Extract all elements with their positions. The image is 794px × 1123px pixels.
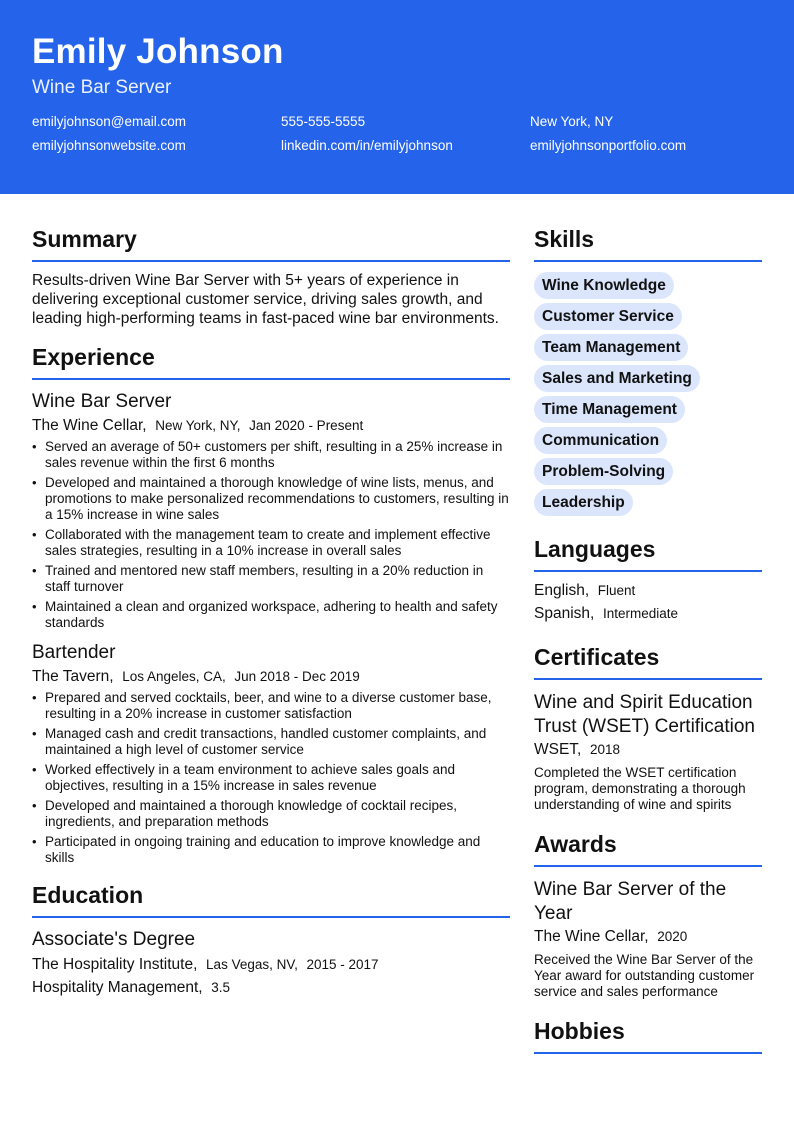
contact-portfolio[interactable]: emilyjohnsonportfolio.com xyxy=(530,138,687,153)
certificate-year: 2018 xyxy=(590,742,621,757)
job-location: New York, NY, xyxy=(155,418,241,433)
job-entry xyxy=(32,390,510,631)
job-bullet: • Collaborated with the management team to create and implement effective sales strategies, resulting in a 10% increase in overall sales xyxy=(45,527,510,559)
education-heading: Education xyxy=(32,880,510,918)
job-dates: Jan 2020 - Present xyxy=(249,418,364,433)
experience-heading: Experience xyxy=(32,342,510,380)
job-bullets xyxy=(32,690,510,866)
job-bullet: • Served an average of 50+ customers per shift, resulting in a 25% increase in sales revenue within the first 6 months xyxy=(45,439,510,471)
skill-tag: Time Management xyxy=(534,396,685,423)
education-dates: 2015 - 2017 xyxy=(306,957,379,972)
awards-heading: Awards xyxy=(534,829,762,867)
summary-heading: Summary xyxy=(32,224,510,262)
certificate-meta xyxy=(534,740,762,760)
education-school: The Hospitality Institute, xyxy=(32,956,198,973)
certificate-description: Completed the WSET certification program, demonstrating a thorough understanding of wine and spirits xyxy=(534,765,746,812)
job-bullet: • Worked effectively in a team environment to achieve sales goals and objectives, resulting in a 15% increase in sales revenue xyxy=(45,762,510,794)
contact-info xyxy=(32,114,762,154)
education-school-line xyxy=(32,955,510,975)
certificate-issuer: WSET, xyxy=(534,741,582,758)
hobbies-heading: Hobbies xyxy=(534,1016,762,1054)
certificate-title: Wine and Spirit Education Trust (WSET) Certification xyxy=(534,692,755,737)
skill-tag: Team Management xyxy=(534,334,688,361)
contact-website[interactable]: emilyjohnsonwebsite.com xyxy=(32,138,186,153)
education-field-line xyxy=(32,978,510,998)
job-dates: Jun 2018 - Dec 2019 xyxy=(234,669,360,684)
skill-tag: Problem-Solving xyxy=(534,458,673,485)
award-year: 2020 xyxy=(657,929,688,944)
skill-tag: Leadership xyxy=(534,489,633,516)
job-bullet: • Developed and maintained a thorough knowledge of cocktail recipes, ingredients, and preparation methods xyxy=(45,798,510,830)
job-bullet: • Trained and mentored new staff members, resulting in a 20% reduction in staff turnover xyxy=(45,563,510,595)
candidate-name: Emily Johnson xyxy=(32,32,284,71)
job-company: The Wine Cellar, xyxy=(32,417,147,434)
education-location: Las Vegas, NV, xyxy=(206,957,298,972)
education-degree: Associate's Degree xyxy=(32,929,196,950)
language-item xyxy=(534,604,762,624)
job-title: Wine Bar Server xyxy=(32,391,172,412)
job-entry xyxy=(32,641,510,866)
job-bullet: • Developed and maintained a thorough knowledge of wine lists, menus, and promotions to make personalized recommendations to customers, resulting in a 15% increase in wine sales xyxy=(45,475,510,523)
skill-tag: Sales and Marketing xyxy=(534,365,700,392)
certificates-heading: Certificates xyxy=(534,642,762,680)
languages-heading: Languages xyxy=(534,534,762,572)
language-item xyxy=(534,581,762,601)
contact-location: New York, NY xyxy=(530,114,614,129)
resume-header xyxy=(0,0,794,194)
skill-tag: Wine Knowledge xyxy=(534,272,674,299)
languages-list xyxy=(534,581,762,624)
skills-list xyxy=(534,272,762,520)
contact-linkedin[interactable]: linkedin.com/in/emilyjohnson xyxy=(281,138,453,153)
job-meta xyxy=(32,416,510,436)
language-name: English, xyxy=(534,582,590,599)
award-issuer: The Wine Cellar, xyxy=(534,928,649,945)
award-meta xyxy=(534,927,762,947)
left-column xyxy=(32,224,510,1063)
education-field: Hospitality Management, xyxy=(32,979,203,996)
education-gpa: 3.5 xyxy=(211,980,230,995)
award-description: Received the Wine Bar Server of the Year award for outstanding customer service and sales performance xyxy=(534,952,755,999)
award-title: Wine Bar Server of the Year xyxy=(534,879,727,924)
language-level: Fluent xyxy=(597,583,636,598)
candidate-title: Wine Bar Server xyxy=(32,77,172,98)
language-name: Spanish, xyxy=(534,605,595,622)
skills-heading: Skills xyxy=(534,224,762,262)
right-column xyxy=(534,224,762,1063)
job-bullet: • Managed cash and credit transactions, handled customer complaints, and maintained a high level of customer service xyxy=(45,726,510,758)
job-bullet: • Participated in ongoing training and education to improve knowledge and skills xyxy=(45,834,510,866)
job-bullet: • Maintained a clean and organized workspace, adhering to health and safety standards xyxy=(45,599,510,631)
job-bullets xyxy=(32,439,510,631)
contact-email[interactable]: emilyjohnson@email.com xyxy=(32,114,187,129)
contact-phone[interactable]: 555-555-5555 xyxy=(281,114,366,129)
job-location: Los Angeles, CA, xyxy=(122,669,226,684)
resume-body xyxy=(0,194,794,1063)
job-bullet: • Prepared and served cocktails, beer, and wine to a diverse customer base, resulting in a 20% increase in customer satisfaction xyxy=(45,690,510,722)
skill-tag: Communication xyxy=(534,427,667,454)
language-level: Intermediate xyxy=(602,606,678,621)
job-company: The Tavern, xyxy=(32,668,114,685)
skill-tag: Customer Service xyxy=(534,303,682,330)
job-meta xyxy=(32,667,510,687)
job-title: Bartender xyxy=(32,642,116,663)
summary-text: Results-driven Wine Bar Server with 5+ years of experience in delivering exceptional customer service, driving sales growth, and leading high-performing teams in fast-paced wine bar environments. xyxy=(32,272,499,327)
